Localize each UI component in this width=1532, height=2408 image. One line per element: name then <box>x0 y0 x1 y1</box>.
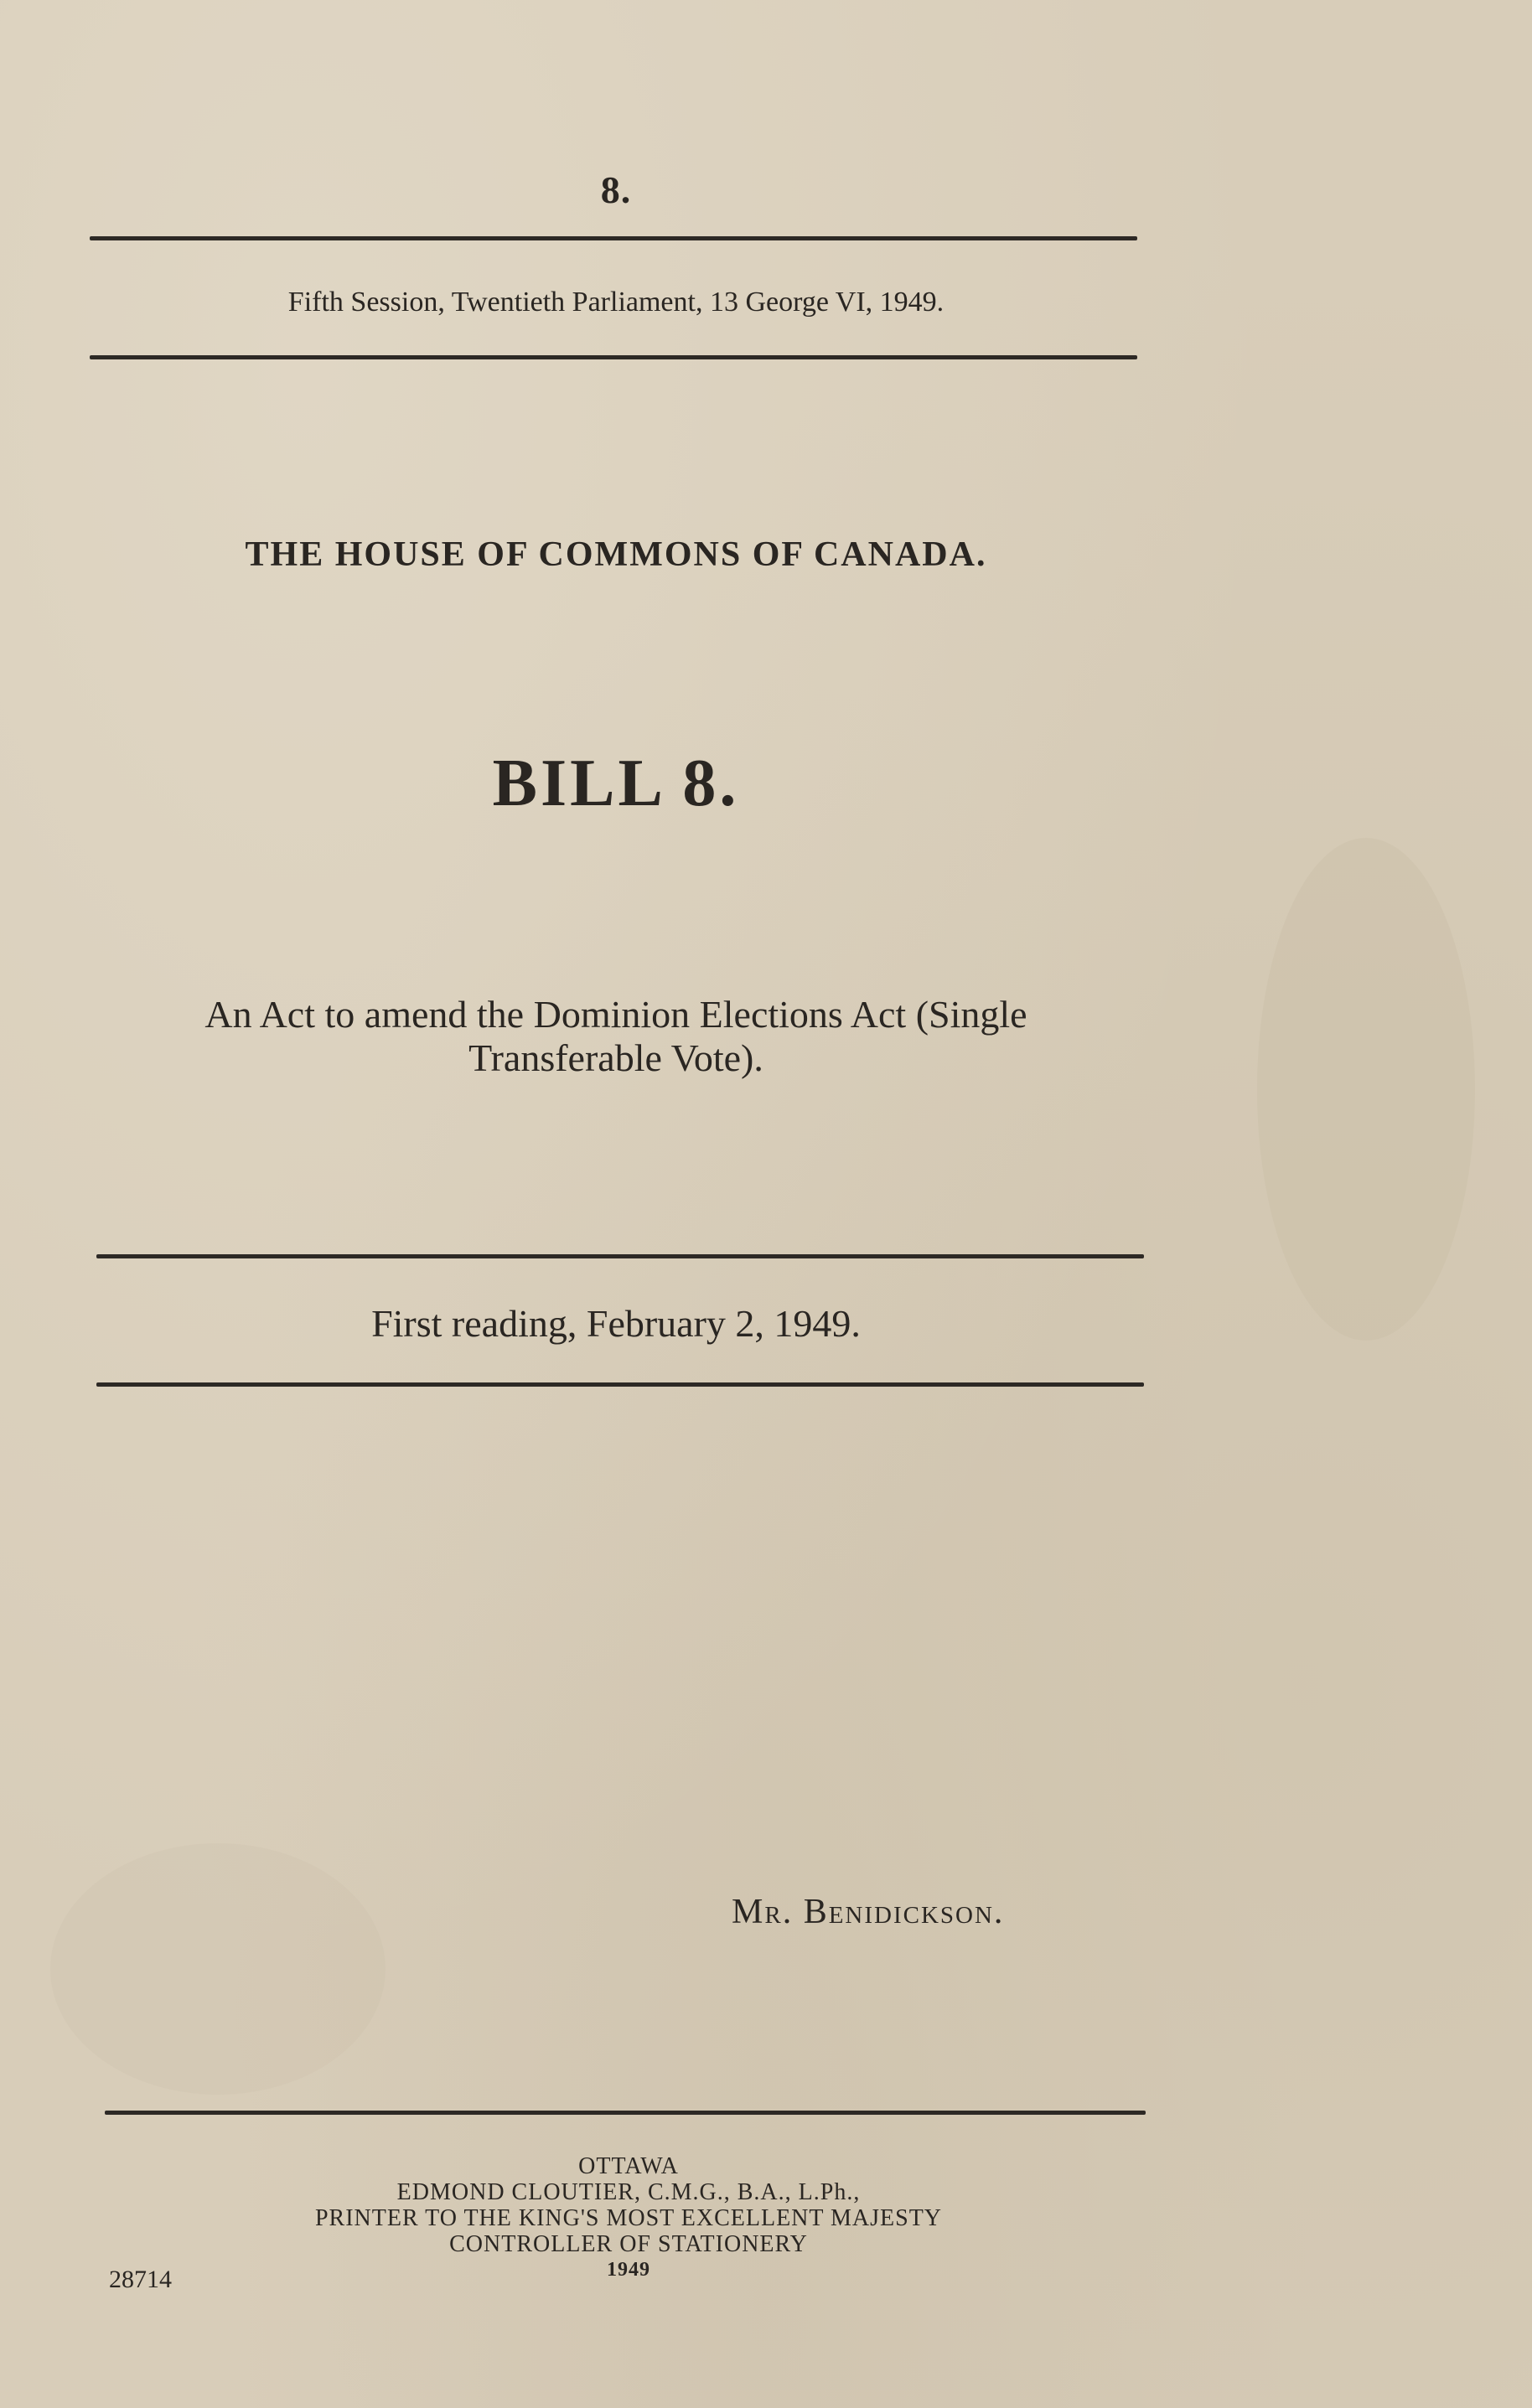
imprint-printer: EDMOND CLOUTIER, C.M.G., B.A., L.Ph., <box>396 2179 861 2205</box>
imprint-printer-role: PRINTER TO THE KING'S MOST EXCELLENT MAJESTY <box>314 2205 943 2231</box>
sponsor-name: Mr. Benidickson. <box>732 1893 1005 1931</box>
catalog-number: 28714 <box>109 2266 172 2293</box>
header-rule-top <box>90 236 1137 240</box>
paper-stain <box>50 1843 386 2095</box>
imprint-rule <box>105 2111 1146 2115</box>
act-title-line-1: An Act to amend the Dominion Elections Act (Single <box>204 993 1027 1036</box>
session-line: Fifth Session, Twentieth Parliament, 13 George VI, 1949. <box>287 287 945 318</box>
bill-title: BILL 8. <box>492 747 740 820</box>
house-title: THE HOUSE OF COMMONS OF CANADA. <box>245 535 987 574</box>
bill-number-header: 8. <box>600 168 632 211</box>
header-rule-bottom <box>90 355 1137 359</box>
imprint-controller: CONTROLLER OF STATIONERY <box>449 2231 808 2257</box>
paper-stain <box>1257 838 1475 1341</box>
reading-rule-top <box>96 1254 1144 1258</box>
first-reading-line: First reading, February 2, 1949. <box>371 1302 861 1345</box>
reading-rule-bottom <box>96 1382 1144 1387</box>
act-title <box>88 993 1144 1080</box>
imprint-block <box>235 2153 1022 2283</box>
imprint-city: OTTAWA <box>578 2153 679 2179</box>
act-title-line-2: Transferable Vote). <box>468 1036 763 1079</box>
imprint-year: 1949 <box>607 2259 650 2281</box>
